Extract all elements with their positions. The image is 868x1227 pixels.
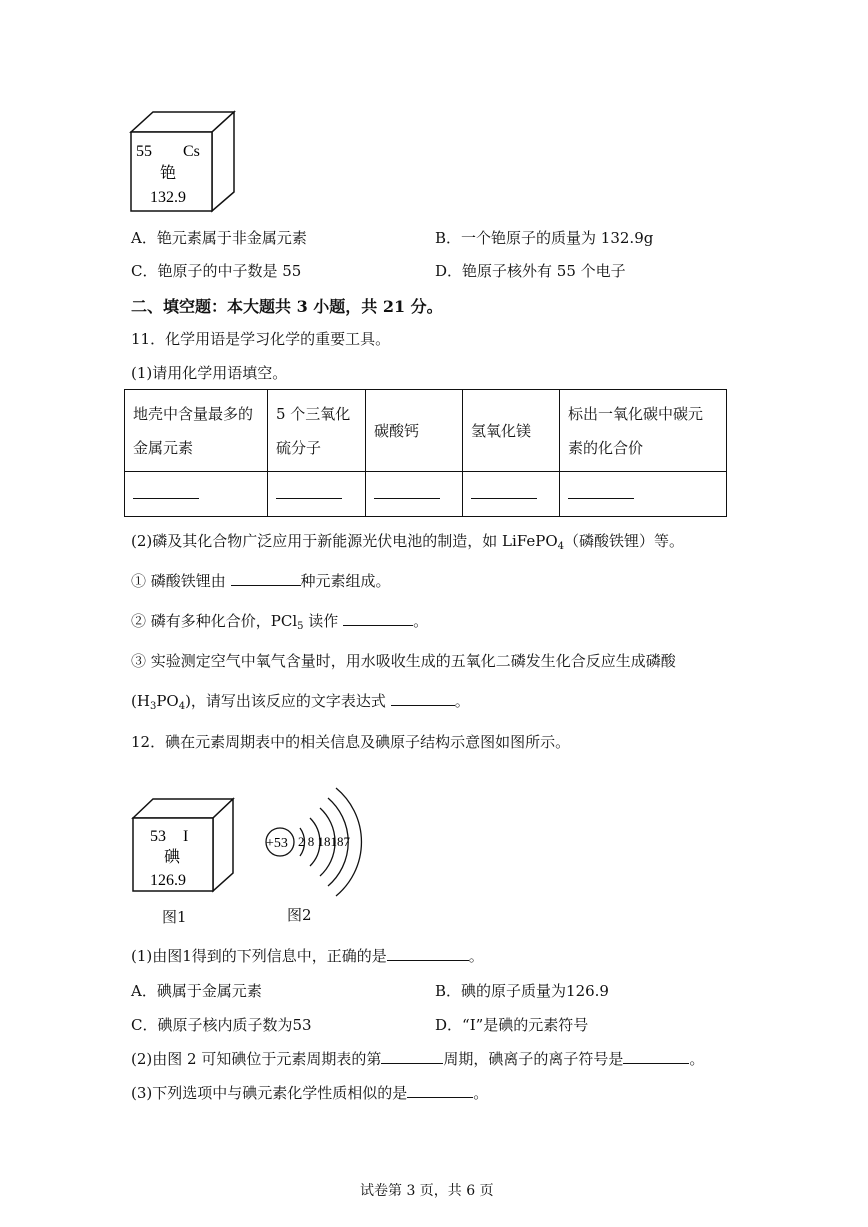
answer-cell[interactable] <box>463 472 560 517</box>
answer-blank[interactable] <box>381 1049 443 1064</box>
answer-blank[interactable] <box>343 611 413 626</box>
iodine-atomic-number: 53 <box>150 828 166 845</box>
answer-blank[interactable] <box>133 484 199 499</box>
iodine-atom-structure <box>262 770 382 910</box>
table-answer-row <box>125 472 727 517</box>
table-header-row <box>125 390 727 472</box>
q10-option-b: B．一个铯原子的质量为 132.9g <box>435 229 654 247</box>
q11-fill-table <box>124 389 727 517</box>
q11-sub1: ① 磷酸铁锂由 种元素组成。 <box>131 572 391 590</box>
answer-blank[interactable] <box>391 691 455 706</box>
cs-atomic-number: 55 <box>136 143 152 160</box>
iodine-element-box <box>130 797 236 893</box>
q12-option-d: D．“I”是碘的元素符号 <box>435 1016 589 1034</box>
section-2-title: 二、填空题：本大题共 3 小题，共 21 分。 <box>131 297 443 316</box>
q10-option-a: A．铯元素属于非金属元素 <box>131 229 307 247</box>
q11-sub3-line2: $(H_3PO_4)$，请写出该反应的文字表达式 。 <box>131 692 470 712</box>
table-header-cell: 5 个三氧化 硫分子 <box>268 390 366 472</box>
answer-cell[interactable] <box>560 472 727 517</box>
iodine-symbol: I <box>183 828 189 845</box>
table-header-cell: 地壳中含量最多的 金属元素 <box>125 390 268 472</box>
shell-electron-counts: 2 8 18187 <box>298 834 350 849</box>
q11-part1: (1)请用化学用语填空。 <box>131 364 288 382</box>
answer-blank[interactable] <box>623 1049 689 1064</box>
q12-part2: (2)由图 2 可知碘位于元素周期表的第 周期，碘离子的离子符号是 。 <box>131 1050 705 1068</box>
q11-sub2: ② 磷有多种化合价，PCl$_5$ 读作 。 <box>131 612 429 632</box>
answer-blank[interactable] <box>471 484 537 499</box>
iodine-name: 碘 <box>164 849 181 866</box>
page-footer: 试卷第 3 页，共 6 页 <box>360 1183 494 1199</box>
figure-2-caption: 图2 <box>287 906 312 924</box>
q11-part2: (2)磷及其化合物广泛应用于新能源光伏电池的制造，如 LiFePO$_4$（磷酸铁锂）等。 <box>131 532 685 552</box>
answer-blank[interactable] <box>568 484 634 499</box>
answer-cell[interactable] <box>268 472 366 517</box>
q11-sub3-line1: ③ 实验测定空气中氧气含量时，用水吸收生成的五氧化二磷发生化合反应生成磷酸 <box>131 652 676 670</box>
cs-element-box <box>128 110 238 214</box>
iodine-mass: 126.9 <box>150 872 186 889</box>
q11-stem: 11．化学用语是学习化学的重要工具。 <box>131 330 391 348</box>
cs-name: 铯 <box>160 165 177 182</box>
answer-blank[interactable] <box>276 484 342 499</box>
figure-1-caption: 图1 <box>162 908 187 926</box>
q12-option-c: C．碘原子核内质子数为53 <box>131 1016 312 1034</box>
q12-option-a: A．碘属于金属元素 <box>131 982 262 1000</box>
cs-mass: 132.9 <box>150 189 186 206</box>
answer-blank[interactable] <box>407 1083 473 1098</box>
q12-option-b: B．碘的原子质量为126.9 <box>435 982 609 1000</box>
table-header-cell: 氢氧化镁 <box>463 390 560 472</box>
answer-blank[interactable] <box>231 571 301 586</box>
answer-cell[interactable] <box>125 472 268 517</box>
q12-part1: (1)由图1得到的下列信息中，正确的是 。 <box>131 947 484 965</box>
table-header-cell: 碳酸钙 <box>366 390 463 472</box>
q10-option-c: C．铯原子的中子数是 55 <box>131 262 302 280</box>
q12-part3: (3)下列选项中与碘元素化学性质相似的是 。 <box>131 1084 489 1102</box>
answer-cell[interactable] <box>366 472 463 517</box>
answer-blank[interactable] <box>374 484 440 499</box>
table-header-cell: 标出一氧化碳中碳元 素的化合价 <box>560 390 727 472</box>
q10-option-d: D．铯原子核外有 55 个电子 <box>435 262 626 280</box>
nucleus-charge: +53 <box>266 836 288 851</box>
cs-symbol: Cs <box>183 143 200 160</box>
q12-stem: 12．碘在元素周期表中的相关信息及碘原子结构示意图如图所示。 <box>131 733 571 751</box>
answer-blank[interactable] <box>387 946 469 961</box>
